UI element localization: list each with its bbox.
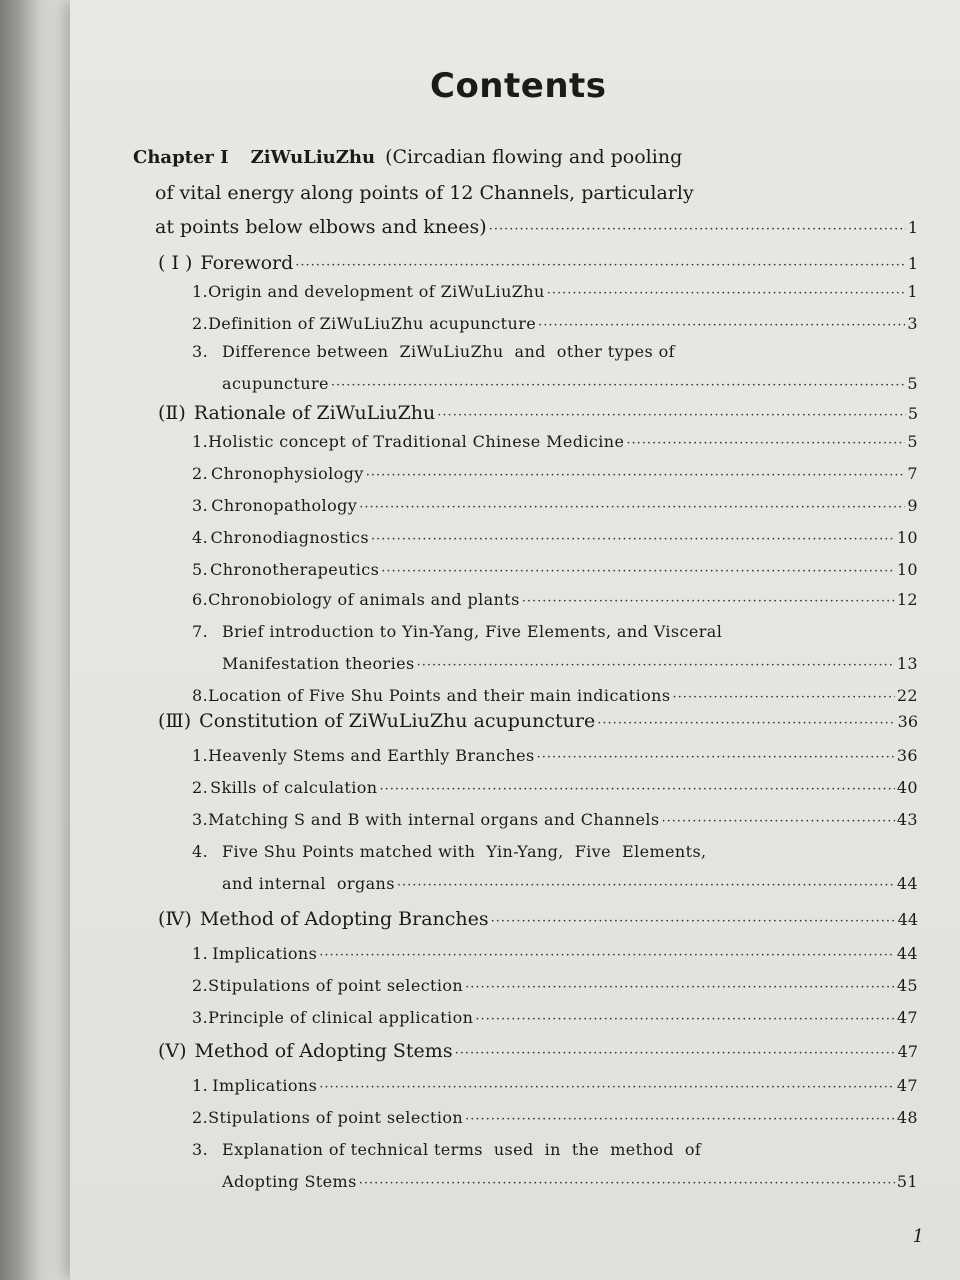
dot-leader bbox=[489, 222, 906, 237]
toc-item[interactable] bbox=[192, 528, 918, 547]
dot-leader bbox=[626, 436, 905, 451]
item-number: 2. bbox=[192, 464, 209, 483]
dot-leader bbox=[491, 914, 896, 929]
page-ref: 47 bbox=[896, 1076, 918, 1095]
dot-leader bbox=[465, 1112, 895, 1127]
dot-leader bbox=[359, 500, 905, 515]
item-number: 3. bbox=[192, 342, 209, 361]
chapter-subtitle-line: at points below elbows and knees) bbox=[155, 216, 487, 238]
item-text: Stipulations of point selection bbox=[208, 976, 464, 995]
toc-item[interactable] bbox=[192, 496, 918, 515]
section-title: Foreword bbox=[200, 252, 294, 274]
page-ref: 1 bbox=[907, 254, 918, 273]
page-ref: 10 bbox=[896, 528, 918, 547]
item-text: Holistic concept of Traditional Chinese Medicine bbox=[208, 432, 625, 451]
page-ref: 36 bbox=[896, 746, 918, 765]
page-ref: 9 bbox=[907, 496, 918, 515]
toc-item-line bbox=[192, 1140, 701, 1159]
toc-item[interactable] bbox=[222, 874, 918, 893]
dot-leader bbox=[359, 1176, 895, 1191]
toc-item-line bbox=[192, 842, 707, 861]
item-text: Location of Five Shu Points and their main indications bbox=[208, 686, 671, 705]
section-entry[interactable] bbox=[158, 710, 918, 732]
toc-item[interactable] bbox=[192, 944, 918, 963]
page-ref: 36 bbox=[897, 712, 918, 731]
item-text: Chronophysiology bbox=[211, 464, 364, 483]
item-number: 6. bbox=[192, 590, 209, 609]
toc-item[interactable] bbox=[192, 282, 918, 301]
item-number: 4. bbox=[192, 528, 209, 547]
item-text: Chronotherapeutics bbox=[210, 560, 380, 579]
page-ref: 22 bbox=[896, 686, 918, 705]
item-text: Difference between ZiWuLiuZhu and other types of bbox=[222, 342, 675, 361]
section-title: Method of Adopting Branches bbox=[199, 908, 489, 930]
item-number: 1. bbox=[192, 746, 209, 765]
page-ref: 5 bbox=[907, 432, 918, 451]
item-text: Explanation of technical terms used in the method of bbox=[222, 1140, 702, 1159]
page-ref: 3 bbox=[907, 314, 918, 333]
toc-item[interactable] bbox=[192, 464, 918, 483]
chapter-subtitle-line: of vital energy along points of 12 Channels, particularly bbox=[155, 182, 694, 204]
dot-leader bbox=[319, 948, 895, 963]
item-number: 4. bbox=[192, 842, 209, 861]
item-text: Heavenly Stems and Earthly Branches bbox=[208, 746, 535, 765]
toc-item[interactable] bbox=[192, 1108, 918, 1127]
chapter-subtitle-line: (Circadian flowing and pooling bbox=[385, 146, 683, 168]
folio-page-number: 1 bbox=[912, 1226, 924, 1247]
toc-item[interactable] bbox=[192, 1008, 918, 1027]
section-entry[interactable] bbox=[158, 908, 918, 930]
page-ref: 47 bbox=[897, 1042, 918, 1061]
dot-leader bbox=[295, 258, 906, 273]
dot-leader bbox=[397, 878, 895, 893]
toc-item[interactable] bbox=[192, 314, 918, 333]
toc-item[interactable] bbox=[192, 746, 918, 765]
toc-item[interactable] bbox=[192, 976, 918, 995]
page-ref: 43 bbox=[896, 810, 918, 829]
dot-leader bbox=[538, 318, 905, 333]
item-text: Manifestation theories bbox=[222, 654, 415, 673]
dot-leader bbox=[331, 378, 906, 393]
section-title: Constitution of ZiWuLiuZhu acupuncture bbox=[199, 710, 596, 732]
dot-leader bbox=[672, 690, 894, 705]
dot-leader bbox=[597, 716, 895, 731]
page-ref: 5 bbox=[907, 404, 918, 423]
page-ref: 45 bbox=[896, 976, 918, 995]
section-title: Method of Adopting Stems bbox=[194, 1040, 453, 1062]
page-ref: 44 bbox=[896, 944, 918, 963]
page-ref: 7 bbox=[907, 464, 918, 483]
item-number: 2. bbox=[192, 314, 209, 333]
item-number: 3. bbox=[192, 1140, 209, 1159]
item-number: 1. bbox=[192, 944, 209, 963]
page-ref: 5 bbox=[907, 374, 918, 393]
dot-leader bbox=[417, 658, 895, 673]
chapter-label: Chapter I bbox=[133, 147, 229, 168]
item-text: and internal organs bbox=[222, 874, 395, 893]
page-ref: 51 bbox=[896, 1172, 918, 1191]
page-ref: 40 bbox=[896, 778, 918, 797]
page-ref: 1 bbox=[907, 282, 918, 301]
item-number: 8. bbox=[192, 686, 209, 705]
section-numeral: (Ⅱ) bbox=[158, 402, 186, 424]
dot-leader bbox=[380, 782, 895, 797]
item-text: Implications bbox=[212, 944, 318, 963]
item-text: Chronopathology bbox=[211, 496, 358, 515]
item-number: 2. bbox=[192, 1108, 209, 1127]
page-ref: 48 bbox=[896, 1108, 918, 1127]
toc-item-line bbox=[192, 342, 675, 361]
item-number: 1. bbox=[192, 1076, 209, 1095]
item-text: Stipulations of point selection bbox=[208, 1108, 464, 1127]
dot-leader bbox=[319, 1080, 895, 1095]
item-text: Adopting Stems bbox=[222, 1172, 357, 1191]
dot-leader bbox=[547, 286, 906, 301]
section-numeral: (Ⅳ) bbox=[158, 908, 192, 930]
item-text: Definition of ZiWuLiuZhu acupuncture bbox=[208, 314, 537, 333]
dot-leader bbox=[475, 1012, 895, 1027]
dot-leader bbox=[465, 980, 895, 995]
toc-item[interactable] bbox=[192, 686, 918, 705]
toc-item[interactable] bbox=[192, 778, 918, 797]
chapter-heading bbox=[133, 146, 682, 168]
dot-leader bbox=[661, 814, 894, 829]
page-ref: 12 bbox=[896, 590, 918, 609]
toc-item[interactable] bbox=[222, 654, 918, 673]
toc-item-line bbox=[192, 622, 722, 641]
dot-leader bbox=[537, 750, 895, 765]
item-number: 5. bbox=[192, 560, 209, 579]
toc-item[interactable] bbox=[192, 810, 918, 829]
page-ref: 44 bbox=[897, 910, 918, 929]
item-number: 3. bbox=[192, 496, 209, 515]
item-text: Matching S and B with internal organs and Channels bbox=[208, 810, 660, 829]
item-text: Principle of clinical application bbox=[208, 1008, 474, 1027]
toc-item[interactable] bbox=[192, 432, 918, 451]
item-text: Chronobiology of animals and plants bbox=[208, 590, 520, 609]
item-text: Skills of calculation bbox=[210, 778, 378, 797]
dot-leader bbox=[381, 564, 895, 579]
toc-item[interactable] bbox=[222, 1172, 918, 1191]
chapter-entry[interactable] bbox=[155, 216, 918, 238]
chapter-name: ZiWuLiuZhu bbox=[250, 147, 376, 168]
dot-leader bbox=[437, 408, 906, 423]
toc-item[interactable] bbox=[222, 374, 918, 393]
section-numeral: ( I ) bbox=[158, 252, 193, 274]
dot-leader bbox=[522, 594, 895, 609]
item-text: Brief introduction to Yin-Yang, Five Elements, and Visceral bbox=[222, 622, 723, 641]
item-number: 1. bbox=[192, 432, 209, 451]
page-ref: 1 bbox=[907, 218, 918, 237]
item-text: acupuncture bbox=[222, 374, 329, 393]
section-numeral: (Ⅲ) bbox=[158, 710, 192, 732]
section-entry[interactable] bbox=[158, 252, 918, 274]
page-ref: 10 bbox=[896, 560, 918, 579]
section-entry[interactable] bbox=[158, 1040, 918, 1062]
item-number: 3. bbox=[192, 1008, 209, 1027]
dot-leader bbox=[371, 532, 895, 547]
page-ref: 47 bbox=[896, 1008, 918, 1027]
toc-item[interactable] bbox=[192, 560, 918, 579]
item-text: Chronodiagnostics bbox=[210, 528, 370, 547]
dot-leader bbox=[366, 468, 906, 483]
item-number: 1. bbox=[192, 282, 209, 301]
item-number: 2. bbox=[192, 778, 209, 797]
section-entry[interactable] bbox=[158, 402, 918, 424]
item-text: Five Shu Points matched with Yin-Yang, Five Elements, bbox=[222, 842, 707, 861]
section-title: Rationale of ZiWuLiuZhu bbox=[193, 402, 436, 424]
page-ref: 44 bbox=[896, 874, 918, 893]
page-ref: 13 bbox=[896, 654, 918, 673]
toc-item[interactable] bbox=[192, 1076, 918, 1095]
dot-leader bbox=[455, 1046, 896, 1061]
item-number: 2. bbox=[192, 976, 209, 995]
page-title: Contents bbox=[430, 66, 607, 106]
section-numeral: (Ⅴ) bbox=[158, 1040, 187, 1062]
toc-item[interactable] bbox=[192, 590, 918, 609]
item-text: Origin and development of ZiWuLiuZhu bbox=[208, 282, 545, 301]
item-text: Implications bbox=[212, 1076, 318, 1095]
item-number: 7. bbox=[192, 622, 209, 641]
item-number: 3. bbox=[192, 810, 209, 829]
